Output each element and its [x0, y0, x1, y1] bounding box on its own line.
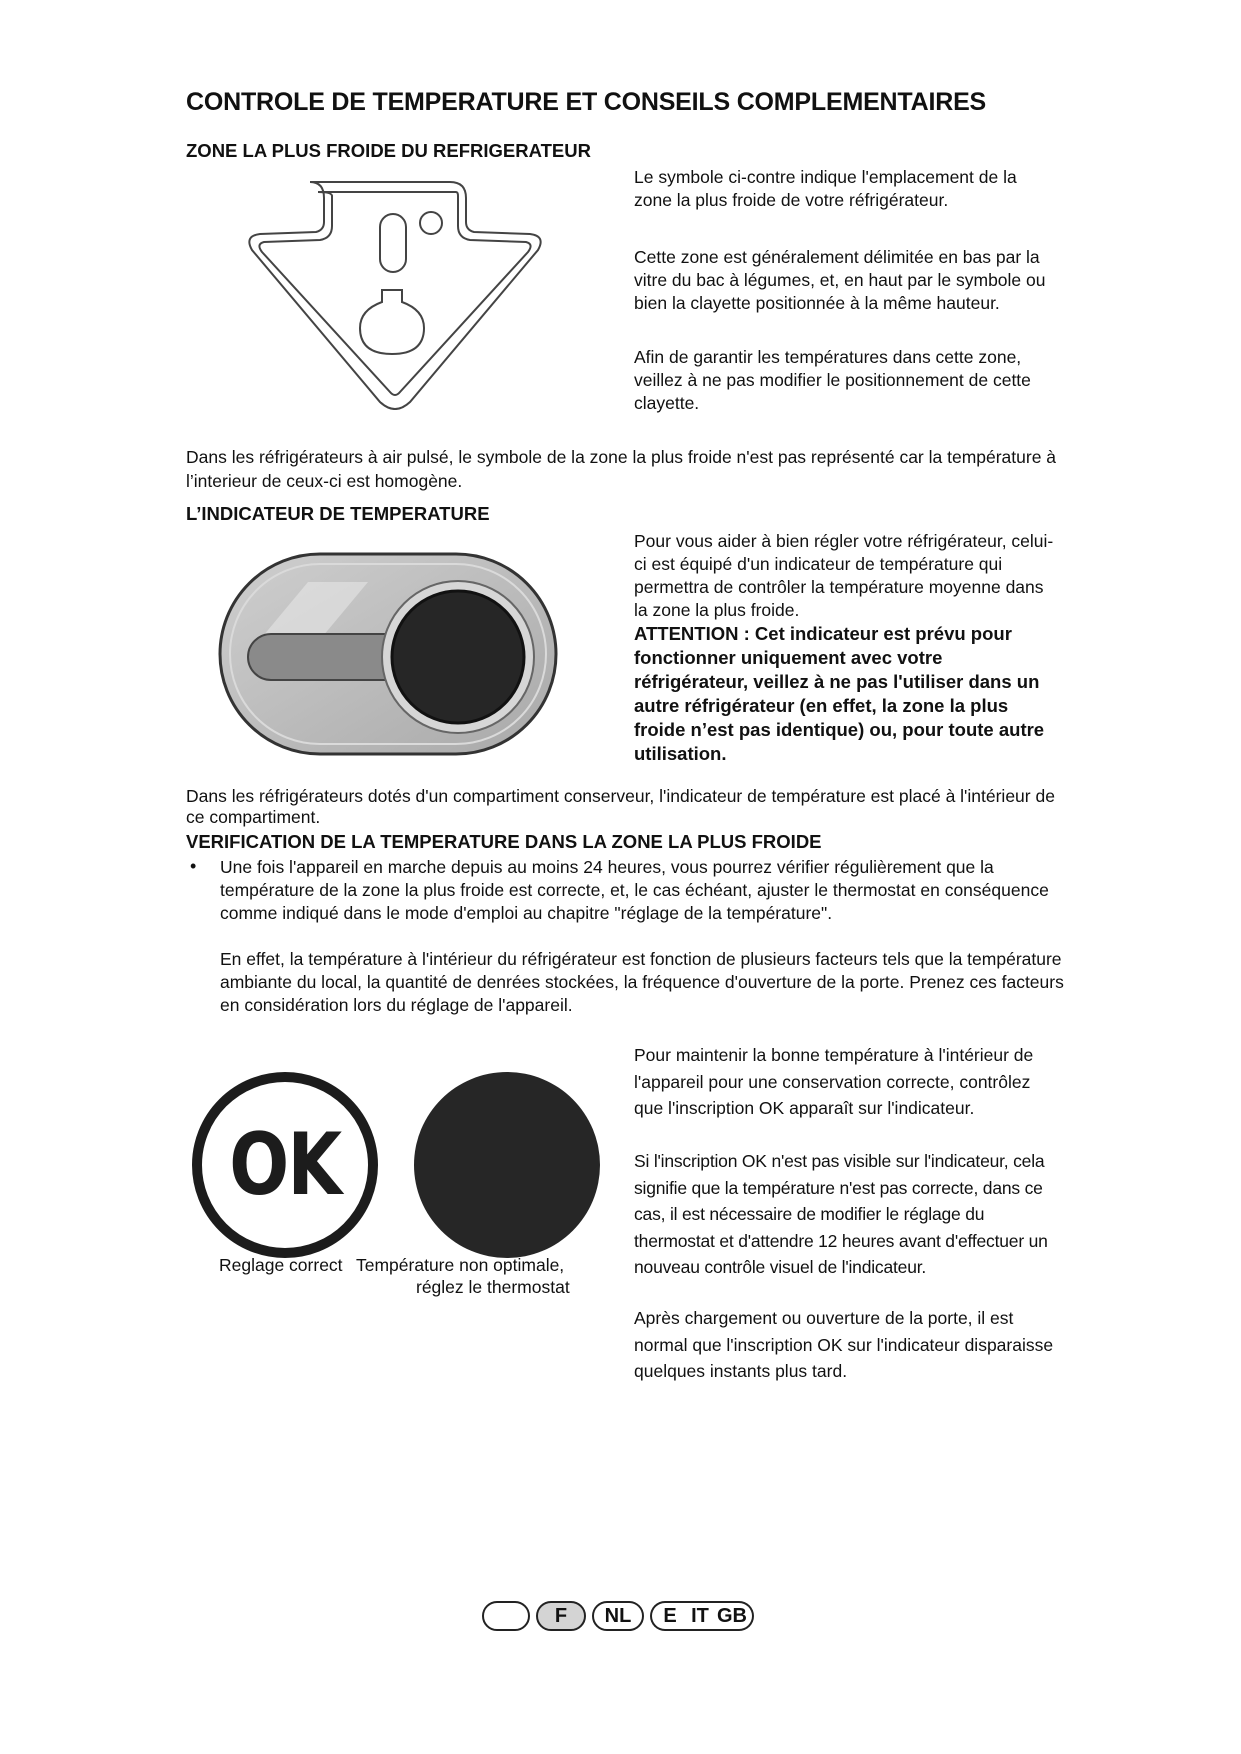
- temperature-indicator-image: [218, 552, 558, 758]
- indicator-footnote: Dans les réfrigérateurs dotés d'un compartiment conserveur, l'indicateur de température est placé à l'intérieur de ce compartiment.: [186, 786, 1055, 827]
- language-gb[interactable]: GB: [712, 1601, 754, 1631]
- verification-bullet-text: Une fois l'appareil en marche depuis au moins 24 heures, vous pourrez vérifier régulièrement que la température de la zone la plus froide est correcte, et, le cas échéant, ajuster le thermostat en conséquence comme indiqué dans le mode d'emploi au chapitre "réglage de la température".: [220, 857, 1049, 923]
- indicator-warning: ATTENTION : Cet indicateur est prévu pour fonctionner uniquement avec votre réfrigérateur, veillez à ne pas l'utiliser dans un autre réfrigérateur (en effet, la zone la plus froide n’est pas identique) ou, pour toute autre utilisation.: [634, 623, 1045, 764]
- language-blank[interactable]: [482, 1601, 530, 1631]
- bullet-marker: •: [190, 856, 197, 876]
- ok-label: OK: [229, 1115, 341, 1215]
- language-nl[interactable]: NL: [592, 1601, 644, 1631]
- page-title: CONTROLE DE TEMPERATURE ET CONSEILS COMPLEMENTAIRES: [186, 88, 987, 116]
- ok-para-1: Pour maintenir la bonne température à l'intérieur de l'appareil pour une conservation correcte, contrôlez que l'inscription OK apparaît sur l'indicateur.: [634, 1045, 1034, 1118]
- coldest-zone-symbol: [240, 178, 550, 410]
- coldest-zone-para-2: Cette zone est généralement délimitée en bas par la vitre du bac à légumes, et, en haut par le symbole ou bien la clayette positionnée à la même hauteur.: [634, 247, 1046, 313]
- section-heading-coldest-zone: ZONE LA PLUS FROIDE DU REFRIGERATEUR: [186, 140, 591, 161]
- caption-not-ok: Température non optimale, réglez le thermostat: [356, 1255, 570, 1297]
- indicator-dial: [392, 591, 524, 723]
- not-ok-indicator-symbol: [414, 1072, 600, 1258]
- ok-para-3: Après chargement ou ouverture de la porte, il est normal que l'inscription OK sur l'indicateur disparaisse quelques instants plus tard.: [634, 1308, 1054, 1381]
- language-selector: [482, 1601, 762, 1635]
- indicator-para-1: Pour vous aider à bien régler votre réfrigérateur, celui-ci est équipé d'un indicateur de température qui permettra de contrôler la température moyenne dans la zone la plus froide.: [634, 531, 1054, 620]
- verification-para: En effet, la température à l'intérieur du réfrigérateur est fonction de plusieurs facteurs tels que la température ambiante du local, la quantité de denrées stockées, la fréquence d'ouverture de la porte. Prenez ces facteurs en considération lors du réglage de l'appareil.: [220, 949, 1064, 1015]
- coldest-zone-footnote: Dans les réfrigérateurs à air pulsé, le symbole de la zone la plus froide n'est pas représenté car la température à l’interieur de ceux-ci est homogène.: [186, 447, 1057, 491]
- caption-ok: Reglage correct: [219, 1255, 343, 1275]
- coldest-zone-para-3: Afin de garantir les températures dans cette zone, veillez à ne pas modifier le positionnement de cette clayette.: [634, 347, 1031, 413]
- section-heading-verification: VERIFICATION DE LA TEMPERATURE DANS LA ZONE LA PLUS FROIDE: [186, 831, 822, 852]
- ok-para-2: Si l'inscription OK n'est pas visible sur l'indicateur, cela signifie que la température n'est pas correcte, dans ce cas, il est nécessaire de modifier le réglage du thermostat et d'attendre 12 heures avant d'effectuer un nouveau contrôle visuel de l'indicateur.: [634, 1151, 1048, 1277]
- coldest-zone-para-1: Le symbole ci-contre indique l'emplacement de la zone la plus froide de votre réfrigérateur.: [634, 167, 1017, 210]
- language-e[interactable]: E: [650, 1601, 688, 1631]
- section-heading-indicator: L’INDICATEUR DE TEMPERATURE: [186, 503, 490, 524]
- language-it[interactable]: IT: [686, 1601, 714, 1631]
- thermometer-icon: [380, 214, 406, 272]
- language-f[interactable]: F: [536, 1601, 586, 1631]
- ok-indicator-symbol: [192, 1072, 378, 1258]
